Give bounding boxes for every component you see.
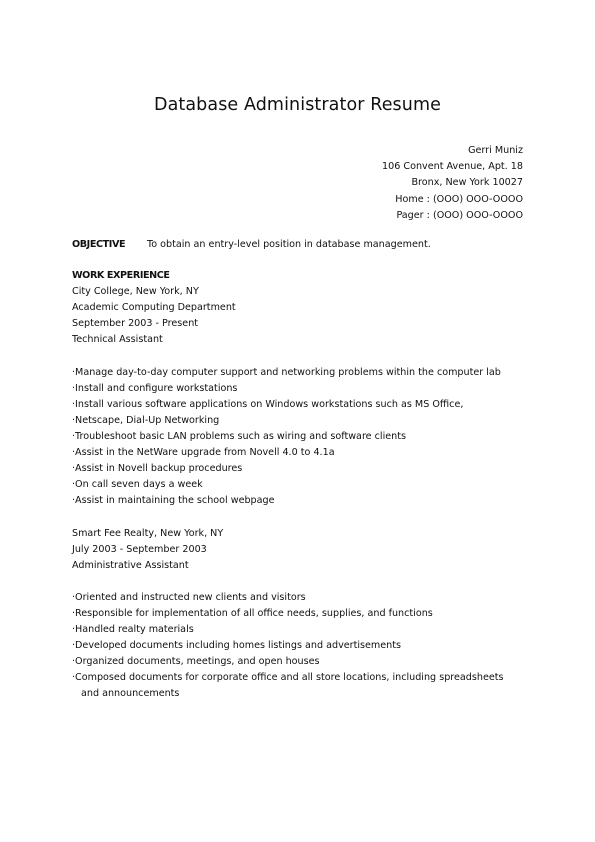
job1-duty-item: ·Troubleshoot basic LAN problems such as wiring and software clients [72,430,406,442]
contact-block [382,143,523,224]
job2-position: Administrative Assistant [72,559,189,571]
work-experience-heading: WORK EXPERIENCE [72,270,170,281]
job1-dates: September 2003 - Present [72,318,199,330]
job2-duty-item-continuation [72,686,532,702]
job1-duty-item: ·Assist in the NetWare upgrade from Novell 4.0 to 4.1a [72,447,335,459]
job1-duty-item: ·Install various software applications on Windows workstations such as MS Office, [72,398,464,410]
job2-duty-item: ·Developed documents including homes listings and advertisements [72,640,402,652]
page-title: Database Administrator Resume [154,95,441,115]
job1-duty-item: ·Assist in maintaining the school webpage [72,495,275,507]
job1-duty-item: ·Netscape, Dial-Up Networking [72,414,220,426]
job2-duty-item: ·Composed documents for corporate office and all store locations, including spreadsheets [72,672,504,684]
contact-home-phone: Home : (OOO) OOO-OOOO [395,193,523,205]
contact-address-line2: Bronx, New York 10027 [411,177,523,189]
spacer [72,574,532,590]
objective-section [72,237,431,253]
job1-duty-item: ·On call seven days a week [72,479,203,491]
job2-dates: July 2003 - September 2003 [72,543,207,555]
job2-employer: Smart Fee Realty, New York, NY [72,527,224,539]
objective-label: OBJECTIVE [72,239,126,250]
job2-duty-item: ·Handled realty materials [72,624,194,636]
job1-duty-item: ·Assist in Novell backup procedures [72,463,243,475]
job1-position: Technical Assistant [72,334,163,346]
spacer [72,509,532,525]
spacer [72,348,532,364]
job2-duty-continuation-text: and announcements [81,688,180,700]
job2-duty-item: ·Organized documents, meetings, and open houses [72,656,320,668]
job2-block [72,526,532,703]
job2-duty-item: ·Oriented and instructed new clients and visitors [72,591,306,603]
job1-employer: City College, New York, NY [72,286,199,298]
work-experience-section [72,268,532,703]
job1-department: Academic Computing Department [72,302,236,314]
job1-block [72,284,532,509]
job1-duty-item: ·Manage day-to-day computer support and networking problems within the computer lab [72,366,501,378]
contact-name: Gerri Muniz [468,145,523,156]
contact-pager: Pager : (OOO) OOO-OOOO [396,209,523,221]
job1-duty-item: ·Install and configure workstations [72,382,238,394]
job2-duty-item: ·Responsible for implementation of all office needs, supplies, and functions [72,607,433,619]
contact-address-line1: 106 Convent Avenue, Apt. 18 [382,161,523,173]
objective-text: To obtain an entry-level position in database management. [147,239,431,250]
